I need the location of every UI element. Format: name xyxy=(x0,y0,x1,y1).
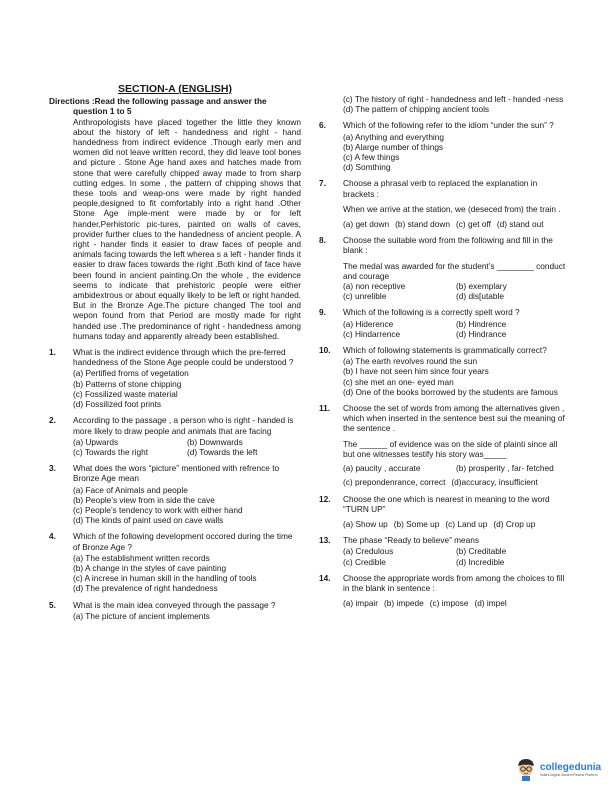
question-text: Which of the following is a correctly spelt word ? xyxy=(343,307,520,318)
question-sentence: When we arrive at the station, we (deseced from) the train . xyxy=(343,203,561,214)
option: (d) dis[utable xyxy=(456,291,504,302)
question-text: Choose the suitable word from the following and fill in the blank : xyxy=(343,235,553,256)
option: (c) Land up xyxy=(445,518,488,529)
question-number: 9. xyxy=(319,307,326,318)
question-number: 1. xyxy=(49,347,56,358)
question-number: 5. xyxy=(49,599,56,610)
option: (d) Somthing xyxy=(343,162,391,173)
question-number: 4. xyxy=(49,531,56,542)
question-text: What does the wors “picture” mentioned with refrence to Bronze Age mean xyxy=(73,463,280,484)
question-7 xyxy=(319,178,569,229)
option: (d) stand out xyxy=(496,219,544,230)
question-10 xyxy=(319,345,569,397)
right-column xyxy=(319,94,569,614)
option: (a) Pertified froms of vegetation xyxy=(73,368,189,379)
option: (a) The establishment written records xyxy=(73,552,210,563)
directions xyxy=(49,96,301,116)
option: (c) she met an one- eyed man xyxy=(343,376,454,387)
option: (d)accuracy, insufficient xyxy=(451,477,538,488)
option: (a) Upwards xyxy=(73,436,119,447)
option: (a) impair xyxy=(343,598,379,609)
option: (a) Credulous xyxy=(343,546,394,557)
logo-tagline: India's largest Student Review Platform xyxy=(540,772,598,777)
option: (c) Credible xyxy=(343,556,386,567)
question-5-continued xyxy=(319,94,569,114)
option: (c) impose xyxy=(429,598,469,609)
option: (d) Incredible xyxy=(456,556,505,567)
option: (c) A increse in human skill in the handling of tools xyxy=(73,573,257,584)
option: (a) Hiderence xyxy=(343,318,394,329)
question-13 xyxy=(319,535,569,567)
option: (b) Patterns of stone chipping xyxy=(73,378,182,389)
option: (c) The history of right - handedness and left - handed -ness xyxy=(343,94,564,104)
option: (a) The picture of ancient implements xyxy=(73,610,210,621)
option: (b) exemplary xyxy=(456,281,507,292)
question-14 xyxy=(319,573,569,609)
mascot-icon xyxy=(515,757,537,781)
question-number: 3. xyxy=(49,463,56,474)
question-sentence: The ______ of evidence was on the side of plainti since all but one witnesses testify his story was_____ xyxy=(343,438,558,459)
option: (b) I have not seen him since four years xyxy=(343,366,489,377)
option: (d) The pattern of chipping ancient tools xyxy=(343,104,490,115)
option: (d) Crop up xyxy=(493,518,536,529)
option: (b) A change in the styles of cave painting xyxy=(73,562,227,573)
question-number: 7. xyxy=(319,178,326,189)
question-sentence: The medal was awarded for the student’s ________ conduct and courage xyxy=(343,260,566,281)
option: (b) stand down xyxy=(395,219,451,230)
option: (b) Creditable xyxy=(456,546,507,557)
question-text: Choose a phrasal verb to replaced the explanation in brackets : xyxy=(343,178,538,199)
logo-name: collegedunia xyxy=(540,761,602,773)
question-11 xyxy=(319,403,569,487)
option: (b) impede xyxy=(384,598,424,609)
option: (d) impel xyxy=(474,598,507,609)
left-column xyxy=(49,84,301,627)
option: (d) One of the books borrowed by the students are famous xyxy=(343,386,558,397)
option: (d) Towards the left xyxy=(187,446,258,457)
question-number: 6. xyxy=(319,120,326,131)
option: (c) get off xyxy=(456,219,491,230)
question-6 xyxy=(319,120,569,172)
option: (c) prepondenrance, correct xyxy=(343,477,446,488)
directions-label: Directions : xyxy=(49,96,95,107)
question-number: 2. xyxy=(49,415,56,426)
question-text: Which of the following refer to the idiom “under the sun” ? xyxy=(343,120,554,131)
option: (b) Downwards xyxy=(187,436,243,447)
option: (b) prosperity , far- fetched xyxy=(456,463,554,474)
question-text: What is the indirect evidence through which the pre-ferred handedness of the Stone Age people could be understood ? xyxy=(73,347,294,368)
question-1 xyxy=(49,347,301,409)
question-text: What is the main idea conveyed through the passage ? xyxy=(73,599,276,610)
question-number: 11. xyxy=(319,403,331,414)
option: (a) get down xyxy=(343,219,390,230)
question-9 xyxy=(319,307,569,339)
question-text: Which of following statements is grammatically correct? xyxy=(343,345,547,356)
section-title: SECTION-A (ENGLISH) xyxy=(118,83,232,95)
option: (a) non receptive xyxy=(343,281,406,292)
option: (d) Hindrance xyxy=(456,328,507,339)
question-12 xyxy=(319,494,569,530)
option: (a) Face of Animals and people xyxy=(73,484,188,495)
collegedunia-logo xyxy=(515,757,601,781)
question-number: 8. xyxy=(319,235,326,246)
option: (c) unrelible xyxy=(343,291,387,302)
option: (b) People’s view from in side the cave xyxy=(73,494,215,505)
question-3 xyxy=(49,463,301,525)
question-number: 12. xyxy=(319,493,331,504)
question-2 xyxy=(49,415,301,457)
option: (d) The prevalence of right handedness xyxy=(73,583,218,594)
option: (c) People’s tendency to work with either hand xyxy=(73,504,243,515)
option: (a) The earth revolves round the sun xyxy=(343,356,478,367)
option: (b) Some up xyxy=(393,518,440,529)
option: (a) Show up xyxy=(343,518,388,529)
passage: Anthropologists have placed together the little they known about the history of left - handedness and right - hand handedness from indirect evidence .Though early men and women did not leave written record, they did leave tool bones and picture . Stone Age hand axes and hatches made from stone that were carefully chipped away made to from sharp cutting edges. In some , the pattern of chipping shows that these tools and weap-ons were made by right handed people,designed to fit comfortably into a right hand .Other Stone Age imple-ment were made by or for left hander,Perhistoric pic-tures, painted on walls of caves, provider further clues to the handedness of ancient people. A right - hander finds it easier to draw faces of people and animals facing towards the left wherea s a left - hander finds it easier to draw faces towards the right .Both kind of face have been found in ancient painting.On the whole , the evidence seems to indicate that prehistoric people were either ambidextrous or about equally likely to be left or right handed. But in the Bronze Age.The picture changed The tool and wepon found from that Period are mostly made for right handed use .The predominance of right - handedness among humans today and apparently already been established. xyxy=(73,116,301,341)
question-4 xyxy=(49,531,301,593)
option: (c) Fossilized waste material xyxy=(73,388,178,399)
question-8 xyxy=(319,235,569,301)
option: (c) A few things xyxy=(343,152,400,163)
question-text: Choose the one which is nearest in meaning to the word “TURN UP” xyxy=(343,493,550,514)
question-number: 13. xyxy=(319,535,331,546)
option: (d) The kinds of paint used on cave walls xyxy=(73,515,224,526)
option: (d) Fossilized foot prints xyxy=(73,399,162,410)
option: (a) paucity , accurate xyxy=(343,463,421,474)
question-text: The phase “Ready to believe” means xyxy=(343,535,480,546)
question-5 xyxy=(49,600,301,621)
option: (a) Anything and everything xyxy=(343,131,445,142)
option: (b) Hindrence xyxy=(456,318,507,329)
question-number: 14. xyxy=(319,572,331,583)
question-text: Choose the set of words from among the alternatives given , which when inserted in the sentence best sui the meaning of the sentence . xyxy=(343,403,565,434)
question-text: Choose the appropriate words from among the choices to fill in the blank in sentence : xyxy=(343,572,565,593)
question-number: 10. xyxy=(319,345,331,356)
question-text: According to the passage , a person who is right - handed is more likely to draw people and animals that are facing xyxy=(73,415,294,436)
option: (b) Alarge number of things xyxy=(343,141,444,152)
option: (c) Towards the right xyxy=(73,446,149,457)
option: (c) Hindarrence xyxy=(343,328,401,339)
question-text: Which of the following development occored during the time of Bronze Age ? xyxy=(73,531,293,552)
directions-text: Read the following passage and answer the question 1 to 5 xyxy=(73,96,267,117)
